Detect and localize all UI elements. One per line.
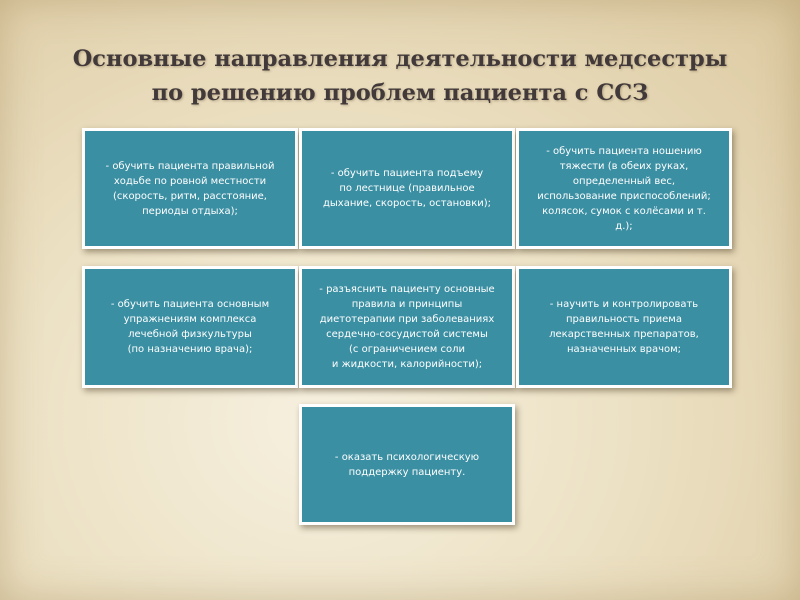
box-psychological-support-text: - оказать психологическую поддержку пациенту. [334,451,480,478]
box-exercise-therapy [82,266,298,388]
box-carrying-weights-text: - обучить пациента ношению тяжести (в обеих руках, определенный вес, использование приспособлений; колясок, сумок с колёсами и т. д.); [537,145,711,232]
box-diet-therapy-text: - разъяснить пациенту основные правила и принципы диетотерапии при заболеваниях сердечно-сосудистой системы (с ограничением соли и жидкости, калорийности); [319,284,495,370]
box-exercise-therapy-text: - обучить пациента основным упражнениям комплекса лечебной физкультуры (по назначению врача); [110,299,270,355]
box-stairs-training-text: - обучить пациента подъему по лестнице (правильное дыхание, скорость, остановки); [322,168,492,209]
box-carrying-weights [516,128,732,249]
box-diet-therapy [299,266,515,388]
slide-title: Основные направления деятельности медсестры по решению проблем пациента с ССЗ [72,46,728,106]
box-walking-training [82,128,298,249]
box-stairs-training [299,128,515,249]
box-medication-control [516,266,732,388]
box-psychological-support [299,404,515,525]
box-walking-training-text: - обучить пациента правильной ходьбе по ровной местности (скорость, ритм, расстояние, периоды отдыха); [105,160,275,217]
box-medication-control-text: - научить и контролировать правильность приема лекарственных препаратов, назначенных врачом; [549,299,699,355]
